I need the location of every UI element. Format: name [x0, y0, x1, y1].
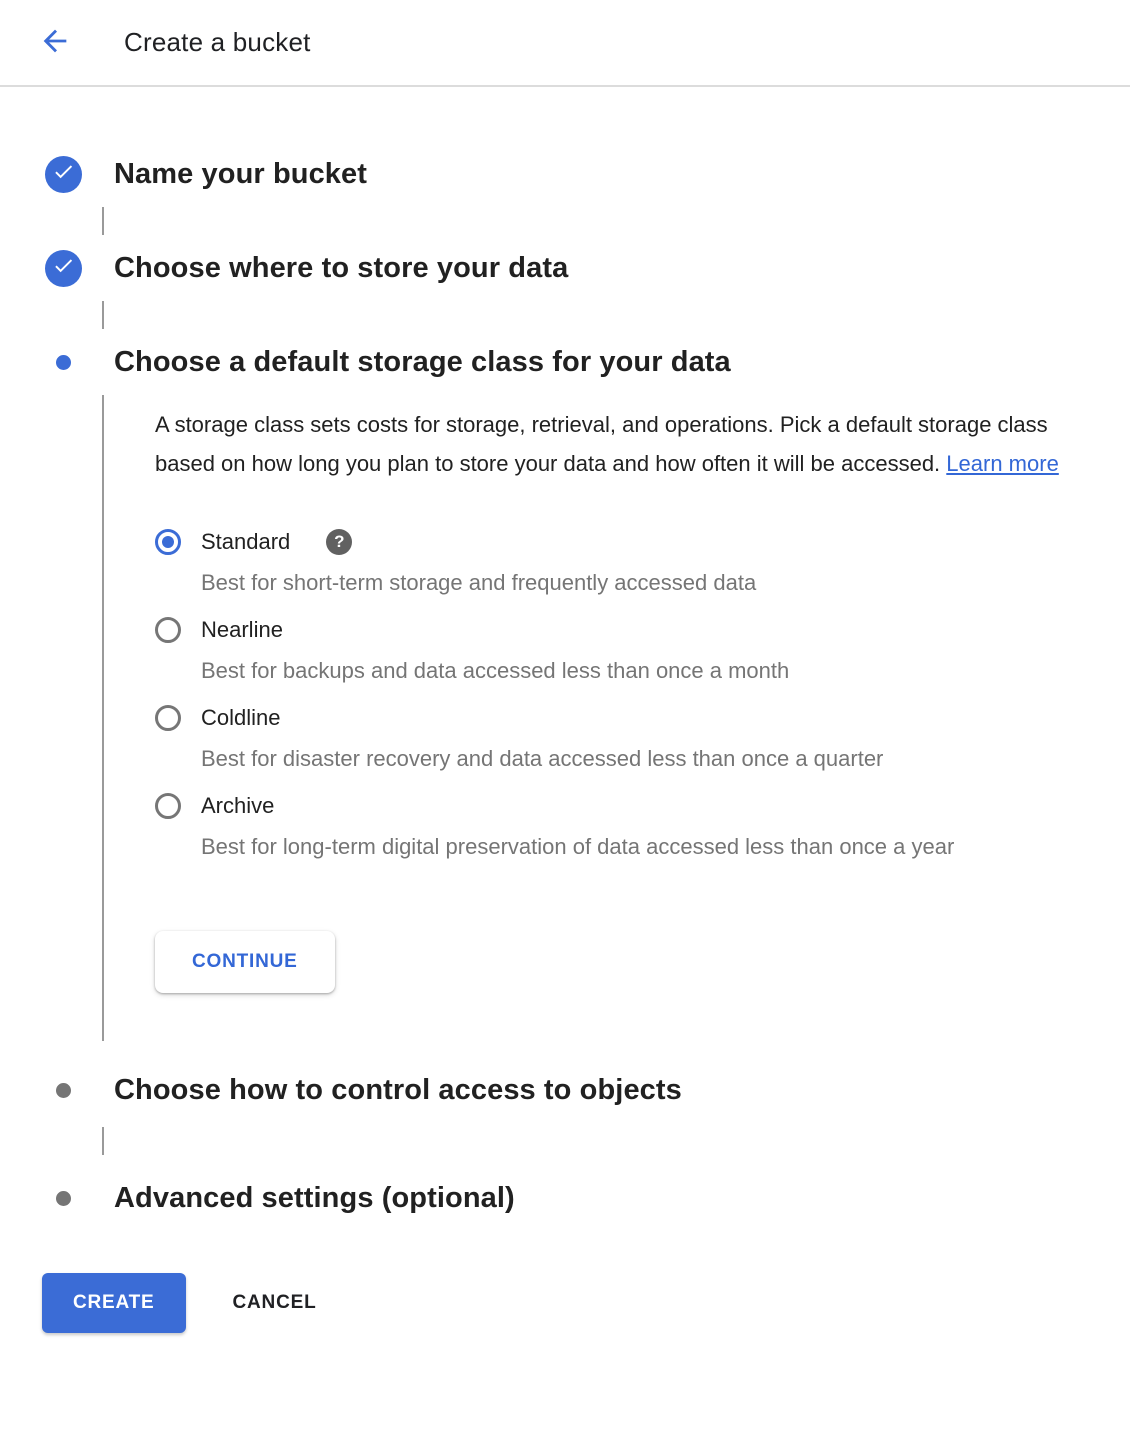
upcoming-step-dot	[56, 1083, 71, 1098]
step-completed-badge	[45, 156, 82, 193]
storage-option-label[interactable]: Standard	[201, 529, 291, 554]
storage-option-coldline	[155, 705, 1130, 773]
step-connector	[102, 1127, 104, 1155]
storage-class-options	[155, 529, 1130, 861]
storage-class-description	[155, 405, 1095, 483]
storage-option-standard-radio-row[interactable]	[155, 529, 1130, 555]
storage-option-archive-radio-row[interactable]	[155, 793, 1130, 819]
cancel-button[interactable]: CANCEL	[232, 1292, 317, 1313]
step-marker	[40, 355, 86, 370]
step-completed-badge	[45, 250, 82, 287]
storage-option-label[interactable]: Coldline	[201, 705, 281, 730]
learn-more-link[interactable]: Learn more	[946, 451, 1059, 476]
step-title: Choose how to control access to objects	[114, 1073, 682, 1106]
step-title: Name your bucket	[114, 157, 368, 190]
page-title: Create a bucket	[124, 27, 311, 57]
storage-option-standard	[155, 529, 1130, 597]
step-title: Choose a default storage class for your data	[114, 345, 731, 378]
radio-unselected-icon[interactable]	[155, 705, 181, 731]
continue-button[interactable]: CONTINUE	[155, 931, 335, 993]
step-marker	[40, 250, 86, 287]
create-bucket-stepper	[0, 87, 1130, 1217]
check-icon	[52, 254, 75, 282]
storage-class-step-body	[102, 395, 1130, 1041]
page-header	[0, 0, 1130, 87]
step-control-access[interactable]	[40, 1071, 1130, 1109]
help-icon[interactable]: ?	[326, 529, 352, 555]
radio-selected-icon[interactable]	[155, 529, 181, 555]
storage-option-archive	[155, 793, 1130, 861]
step-choose-storage-class	[40, 343, 1130, 381]
storage-option-description: Best for long-term digital preservation of data accessed less than once a year	[201, 834, 955, 859]
storage-option-nearline-radio-row[interactable]	[155, 617, 1130, 643]
step-advanced-settings[interactable]	[40, 1179, 1130, 1217]
active-step-dot	[56, 355, 71, 370]
step-connector	[102, 301, 104, 329]
step-marker	[40, 1191, 86, 1206]
radio-unselected-icon[interactable]	[155, 617, 181, 643]
check-icon	[52, 160, 75, 188]
step-title: Choose where to store your data	[114, 251, 569, 284]
create-button[interactable]: CREATE	[42, 1273, 186, 1333]
step-marker	[40, 1083, 86, 1098]
step-connector	[102, 207, 104, 235]
step-title: Advanced settings (optional)	[114, 1181, 515, 1214]
step-name-your-bucket[interactable]	[40, 155, 1130, 193]
radio-inner-dot	[162, 536, 174, 548]
step-marker	[40, 156, 86, 193]
form-actions	[0, 1217, 1130, 1379]
storage-option-description: Best for short-term storage and frequently accessed data	[201, 570, 757, 595]
arrow-left-icon	[38, 24, 72, 61]
storage-option-nearline	[155, 617, 1130, 685]
back-button[interactable]	[36, 24, 74, 62]
storage-option-label[interactable]: Archive	[201, 793, 275, 818]
radio-unselected-icon[interactable]	[155, 793, 181, 819]
step-choose-where-to-store[interactable]	[40, 249, 1130, 287]
storage-option-label[interactable]: Nearline	[201, 617, 283, 642]
upcoming-step-dot	[56, 1191, 71, 1206]
storage-option-description: Best for disaster recovery and data accessed less than once a quarter	[201, 746, 884, 771]
storage-option-coldline-radio-row[interactable]	[155, 705, 1130, 731]
storage-class-description-text: A storage class sets costs for storage, retrieval, and operations. Pick a default storage class based on how long you plan to store your data and how often it will be accessed.	[155, 412, 1048, 476]
storage-option-description: Best for backups and data accessed less than once a month	[201, 658, 790, 683]
